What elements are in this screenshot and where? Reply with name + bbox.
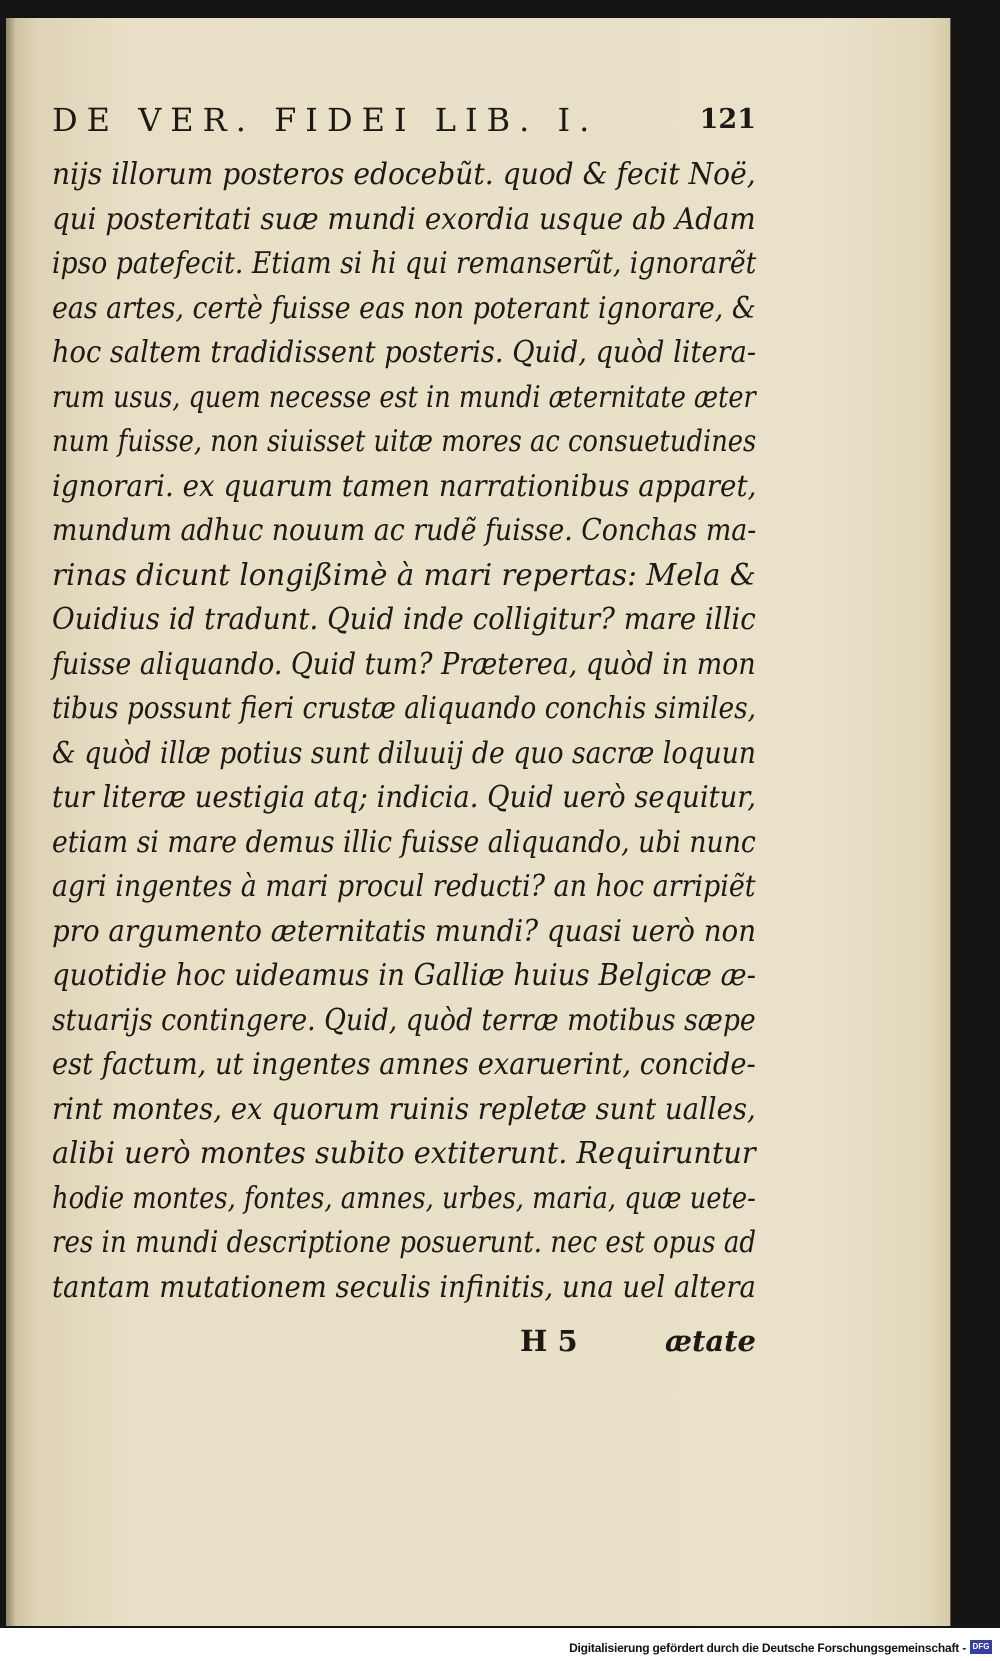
- signature-mark: H 5: [520, 1324, 578, 1358]
- gutter-shadow: [6, 18, 16, 1626]
- running-head-title: DE VER. FIDEI LIB. I.: [52, 101, 599, 139]
- body-text: [52, 153, 756, 1310]
- text-line: alibi uerò montes subito extiterunt. Requiruntur: [52, 1136, 756, 1171]
- text-line: ignorari. ex quarum tamen narrationibus apparet,: [52, 468, 757, 504]
- page-number: 121: [699, 104, 756, 135]
- text-line: agri ingentes à mari procul reducti? an hoc arripiẽt: [52, 869, 756, 904]
- catchword: ætate: [664, 1324, 756, 1358]
- text-line: ipso patefecit. Etiam si hi qui remanserũt, ignorarẽt: [52, 246, 757, 281]
- text-line: fuisse aliquando. Quid tum? Præterea, quòd in mon: [52, 646, 756, 682]
- text-line: etiam si mare demus illic fuisse aliquando, ubi nunc: [52, 824, 756, 860]
- text-line: & quòd illæ potius sunt diluuij de quo sacræ loquun: [52, 735, 756, 771]
- text-line: rinas dicunt longißimè à mari repertas: Mela &: [52, 557, 756, 593]
- text-line: tibus possunt fieri crustæ aliquando conchis similes,: [52, 691, 757, 726]
- text-line: res in mundi descriptione posuerunt. nec est opus ad: [52, 1225, 757, 1260]
- text-line: eas artes, certè fuisse eas non poterant ignorare, &: [52, 290, 756, 326]
- running-head: [52, 100, 756, 140]
- text-line: rint montes, ex quorum ruinis repletæ sunt ualles,: [52, 1091, 756, 1127]
- text-line: pro argumento æternitatis mundi? quasi uerò non: [52, 913, 757, 949]
- text-line: hoc saltem tradidissent posteris. Quid, quòd litera-: [52, 335, 757, 370]
- text-line: est factum, ut ingentes amnes exaruerint, concide-: [52, 1047, 756, 1082]
- page-foot: [52, 1321, 756, 1361]
- text-line: rum usus, quem necesse est in mundi æternitate æter: [52, 379, 756, 415]
- text-line: nijs illorum posteros edocebũt. quod & fecit Noë,: [52, 157, 756, 192]
- text-line: hodie montes, fontes, amnes, urbes, maria, quæ uete-: [52, 1180, 756, 1216]
- dfg-logo-icon: DFG: [970, 1640, 992, 1654]
- text-line: tantam mutationem seculis infinitis, una uel altera: [52, 1269, 756, 1305]
- text-line: mundum adhuc nouum ac rudẽ fuisse. Conchas ma-: [52, 513, 757, 548]
- digitization-credit: Digitalisierung gefördert durch die Deutsche Forschungsgemeinschaft -: [569, 1641, 966, 1655]
- text-line: tur literæ uestigia atq; indicia. Quid uerò sequitur,: [52, 780, 757, 815]
- text-line: Ouidius id tradunt. Quid inde colligitur? mare illic: [52, 602, 756, 637]
- text-line: stuarijs contingere. Quid, quòd terræ motibus sæpe: [52, 1002, 756, 1038]
- text-line: num fuisse, non siuisset uitæ mores ac consuetudines: [52, 424, 757, 459]
- text-line: qui posteritati suæ mundi exordia usque ab Adam: [52, 201, 756, 237]
- text-line: quotidie hoc uideamus in Galliæ huius Belgicæ æ-: [52, 958, 756, 993]
